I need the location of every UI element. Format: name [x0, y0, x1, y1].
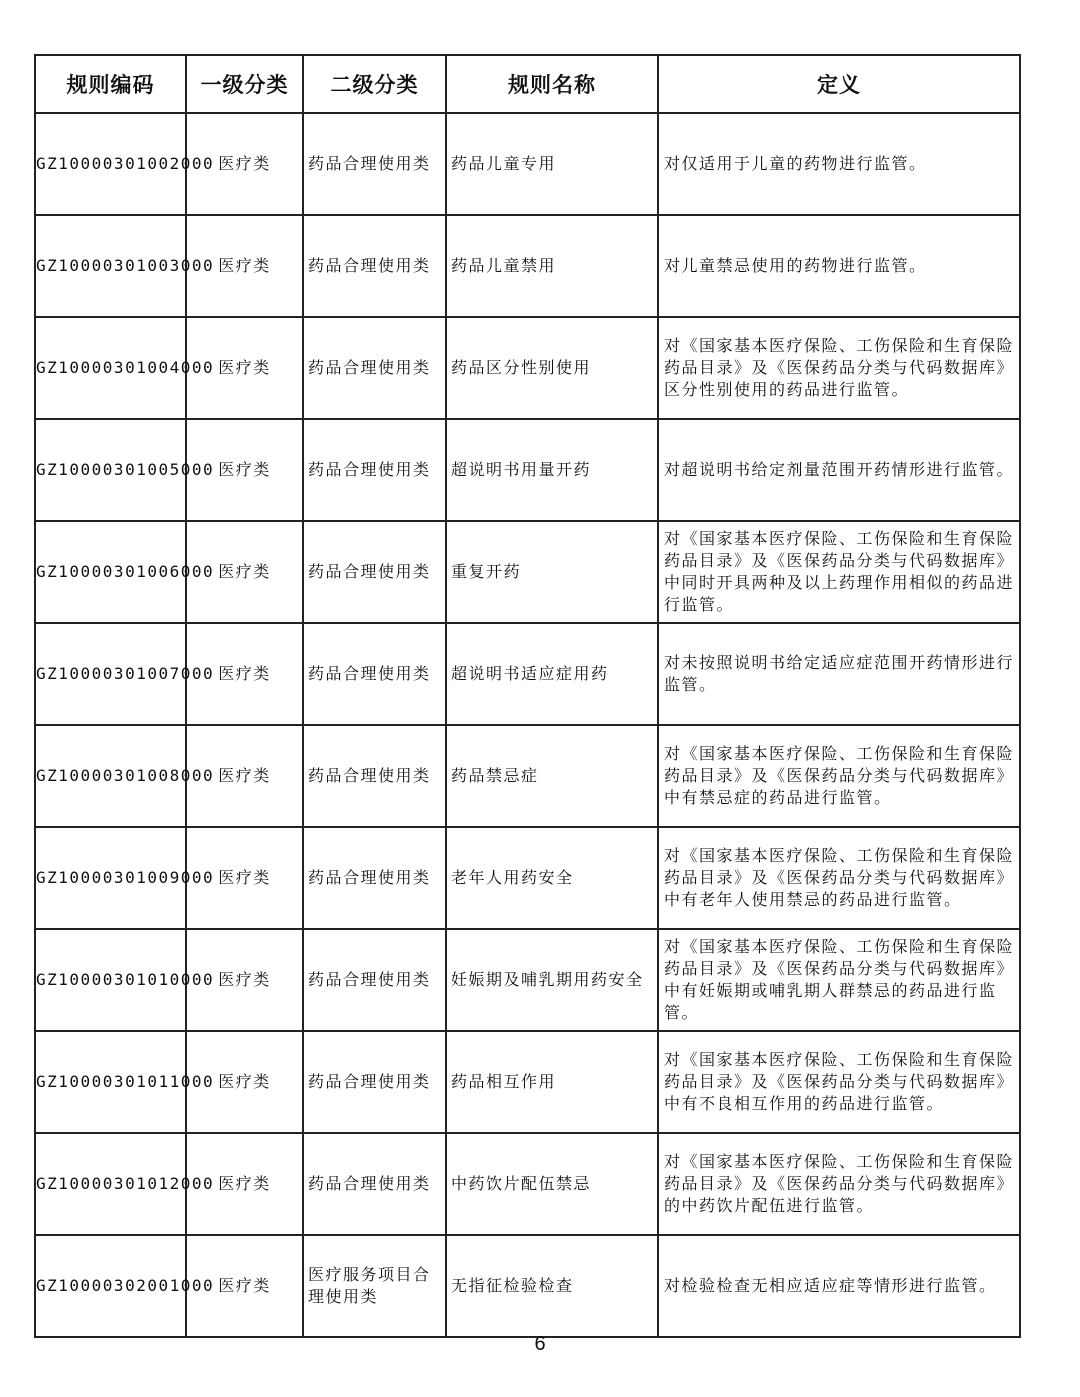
- rule-name-cell: 药品儿童专用: [446, 113, 658, 215]
- category2-cell: 药品合理使用类: [303, 215, 446, 317]
- category1-cell: 医疗类: [186, 1235, 303, 1337]
- table-header-row: [35, 55, 1020, 113]
- category2-cell: 药品合理使用类: [303, 521, 446, 623]
- header-definition: 定义: [658, 55, 1020, 113]
- definition-cell: 对《国家基本医疗保险、工伤保险和生育保险药品目录》及《医保药品分类与代码数据库》中有禁忌症的药品进行监管。: [658, 725, 1020, 827]
- definition-cell: 对超说明书给定剂量范围开药情形进行监管。: [658, 419, 1020, 521]
- table-row: [35, 623, 1020, 725]
- rule-name-cell: 老年人用药安全: [446, 827, 658, 929]
- rule-code-cell: GZ10000301007000: [35, 623, 186, 725]
- category1-cell: 医疗类: [186, 1031, 303, 1133]
- category1-cell: 医疗类: [186, 419, 303, 521]
- table-row: [35, 215, 1020, 317]
- definition-cell: 对仅适用于儿童的药物进行监管。: [658, 113, 1020, 215]
- category1-cell: 医疗类: [186, 827, 303, 929]
- table-row: [35, 1133, 1020, 1235]
- category1-cell: 医疗类: [186, 215, 303, 317]
- rule-code-cell: GZ10000301005000: [35, 419, 186, 521]
- rule-name-cell: 药品儿童禁用: [446, 215, 658, 317]
- rule-code-cell: GZ10000301006000: [35, 521, 186, 623]
- rule-code-cell: GZ10000301002000: [35, 113, 186, 215]
- table-row: [35, 725, 1020, 827]
- table-row: [35, 521, 1020, 623]
- header-category2: 二级分类: [303, 55, 446, 113]
- rule-name-cell: 妊娠期及哺乳期用药安全: [446, 929, 658, 1031]
- rule-code-cell: GZ10000301004000: [35, 317, 186, 419]
- definition-cell: 对《国家基本医疗保险、工伤保险和生育保险药品目录》及《医保药品分类与代码数据库》的中药饮片配伍进行监管。: [658, 1133, 1020, 1235]
- category1-cell: 医疗类: [186, 113, 303, 215]
- rule-name-cell: 药品区分性别使用: [446, 317, 658, 419]
- table-row: [35, 1031, 1020, 1133]
- definition-cell: 对《国家基本医疗保险、工伤保险和生育保险药品目录》及《医保药品分类与代码数据库》区分性别使用的药品进行监管。: [658, 317, 1020, 419]
- rule-code-cell: GZ10000301011000: [35, 1031, 186, 1133]
- category2-cell: 药品合理使用类: [303, 725, 446, 827]
- table-row: [35, 113, 1020, 215]
- rules-table: [34, 54, 1021, 1338]
- category1-cell: 医疗类: [186, 521, 303, 623]
- rule-name-cell: 药品相互作用: [446, 1031, 658, 1133]
- category1-cell: 医疗类: [186, 929, 303, 1031]
- category1-cell: 医疗类: [186, 623, 303, 725]
- category1-cell: 医疗类: [186, 317, 303, 419]
- rule-name-cell: 超说明书用量开药: [446, 419, 658, 521]
- category2-cell: 药品合理使用类: [303, 113, 446, 215]
- rule-code-cell: GZ10000301012000: [35, 1133, 186, 1235]
- definition-cell: 对儿童禁忌使用的药物进行监管。: [658, 215, 1020, 317]
- table-row: [35, 419, 1020, 521]
- definition-cell: 对未按照说明书给定适应症范围开药情形进行监管。: [658, 623, 1020, 725]
- table-row: [35, 827, 1020, 929]
- rule-name-cell: 无指征检验检查: [446, 1235, 658, 1337]
- rule-name-cell: 超说明书适应症用药: [446, 623, 658, 725]
- table-row: [35, 317, 1020, 419]
- definition-cell: 对《国家基本医疗保险、工伤保险和生育保险药品目录》及《医保药品分类与代码数据库》中同时开具两种及以上药理作用相似的药品进行监管。: [658, 521, 1020, 623]
- category2-cell: 药品合理使用类: [303, 1031, 446, 1133]
- category2-cell: 药品合理使用类: [303, 929, 446, 1031]
- category2-cell: 药品合理使用类: [303, 419, 446, 521]
- category2-cell: 药品合理使用类: [303, 623, 446, 725]
- definition-cell: 对《国家基本医疗保险、工伤保险和生育保险药品目录》及《医保药品分类与代码数据库》中有妊娠期或哺乳期人群禁忌的药品进行监管。: [658, 929, 1020, 1031]
- rule-name-cell: 重复开药: [446, 521, 658, 623]
- rule-code-cell: GZ10000301009000: [35, 827, 186, 929]
- category2-cell: 医疗服务项目合理使用类: [303, 1235, 446, 1337]
- rule-name-cell: 药品禁忌症: [446, 725, 658, 827]
- header-code: 规则编码: [35, 55, 186, 113]
- category1-cell: 医疗类: [186, 1133, 303, 1235]
- header-name: 规则名称: [446, 55, 658, 113]
- category1-cell: 医疗类: [186, 725, 303, 827]
- page-number: 6: [534, 1333, 546, 1355]
- rule-code-cell: GZ10000301010000: [35, 929, 186, 1031]
- definition-cell: 对《国家基本医疗保险、工伤保险和生育保险药品目录》及《医保药品分类与代码数据库》中有老年人使用禁忌的药品进行监管。: [658, 827, 1020, 929]
- table-row: [35, 929, 1020, 1031]
- definition-cell: 对《国家基本医疗保险、工伤保险和生育保险药品目录》及《医保药品分类与代码数据库》中有不良相互作用的药品进行监管。: [658, 1031, 1020, 1133]
- rule-code-cell: GZ10000301008000: [35, 725, 186, 827]
- definition-cell: 对检验检查无相应适应症等情形进行监管。: [658, 1235, 1020, 1337]
- rule-code-cell: GZ10000302001000: [35, 1235, 186, 1337]
- category2-cell: 药品合理使用类: [303, 827, 446, 929]
- rule-code-cell: GZ10000301003000: [35, 215, 186, 317]
- header-category1: 一级分类: [186, 55, 303, 113]
- rule-name-cell: 中药饮片配伍禁忌: [446, 1133, 658, 1235]
- category2-cell: 药品合理使用类: [303, 1133, 446, 1235]
- category2-cell: 药品合理使用类: [303, 317, 446, 419]
- table-row: [35, 1235, 1020, 1337]
